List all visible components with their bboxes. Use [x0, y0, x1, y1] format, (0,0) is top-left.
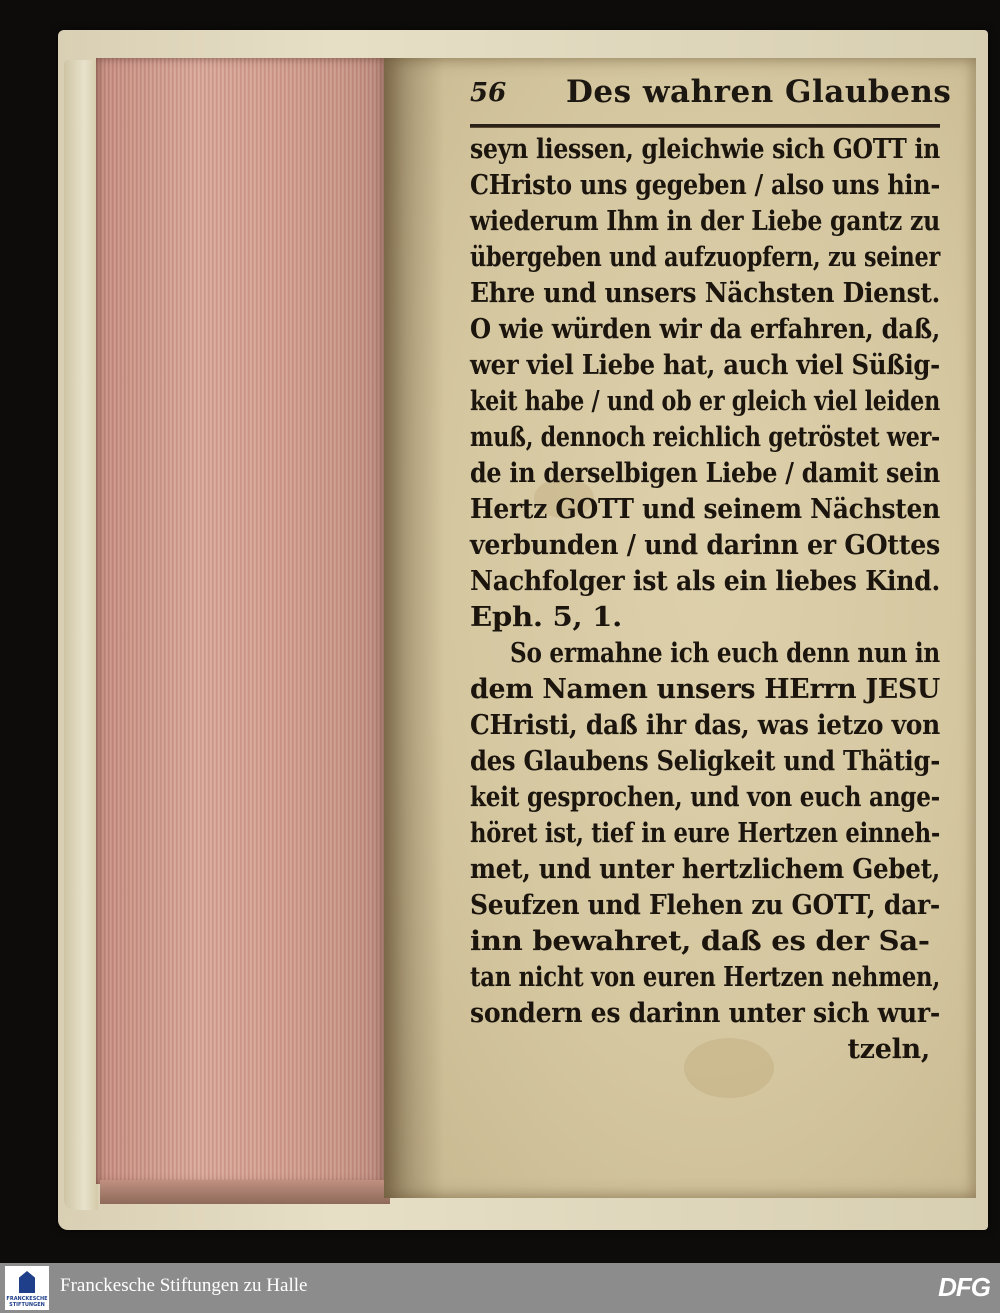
franckesche-stiftungen-logo[interactable] — [5, 1266, 49, 1310]
text-line: wer viel Liebe hat, auch viel Süßig- — [470, 350, 940, 381]
text-line: CHristi, daß ihr das, was ietzo von — [470, 710, 940, 741]
page-number: 56 — [470, 78, 507, 108]
binding-edge — [64, 60, 98, 1210]
body-text — [470, 132, 960, 1068]
text-line: inn bewahret, daß es der Sa- — [470, 926, 930, 957]
text-line: keit gesprochen, und von euch ange- — [470, 782, 940, 813]
text-line: So ermahne ich euch denn nun in — [510, 638, 940, 669]
text-line: CHristo uns gegeben / also uns hin- — [470, 170, 940, 201]
text-line: Ehre und unsers Nächsten Dienst. — [470, 278, 940, 309]
header-rule — [470, 124, 940, 128]
text-line: met, und unter hertzlichem Gebet, — [470, 854, 940, 885]
text-line: de in derselbigen Liebe / damit sein — [470, 458, 940, 489]
text-line: dem Namen unsers HErrn JESU — [470, 674, 940, 705]
text-line: höret ist, tief in eure Hertzen einneh- — [470, 818, 940, 849]
gutter-shadow — [384, 58, 444, 1198]
text-line: wiederum Ihm in der Liebe gantz zu — [470, 206, 940, 237]
text-line: Seufzen und Flehen zu GOTT, dar- — [470, 890, 940, 921]
viewer-footer — [0, 1263, 1000, 1313]
text-line: muß, dennoch reichlich getröstet wer- — [470, 422, 940, 453]
text-line: seyn liessen, gleichwie sich GOTT in — [470, 134, 940, 165]
text-line: Nachfolger ist als ein liebes Kind. — [470, 566, 940, 597]
text-line: Hertz GOTT und seinem Nächsten — [470, 494, 940, 525]
text-line: übergeben und aufzuopfern, zu seiner — [470, 242, 940, 273]
running-head: Des wahren Glaubens — [566, 74, 952, 110]
dfg-logo[interactable]: DFG — [938, 1272, 990, 1302]
text-line: O wie würden wir da erfahren, daß, — [470, 314, 940, 345]
text-line: sondern es darinn unter sich wur- — [470, 998, 940, 1029]
emblem-icon — [19, 1271, 35, 1293]
text-line: tan nicht von euren Hertzen nehmen, — [470, 962, 940, 993]
page-edges — [96, 58, 388, 1184]
logo-text: FRANCKESCHE STIFTUNGEN — [6, 1296, 48, 1308]
text-line: des Glaubens Seligkeit und Thätig- — [470, 746, 940, 777]
text-line: verbunden / und darinn er GOttes — [470, 530, 940, 561]
page-edges-bottom — [100, 1180, 390, 1204]
catchword: tzeln, — [847, 1034, 930, 1065]
page-header — [470, 74, 952, 114]
text-line: Eph. 5, 1. — [470, 602, 622, 633]
institution-label: Franckesche Stiftungen zu Halle — [60, 1275, 308, 1296]
text-line: keit habe / und ob er gleich viel leiden — [470, 386, 940, 417]
